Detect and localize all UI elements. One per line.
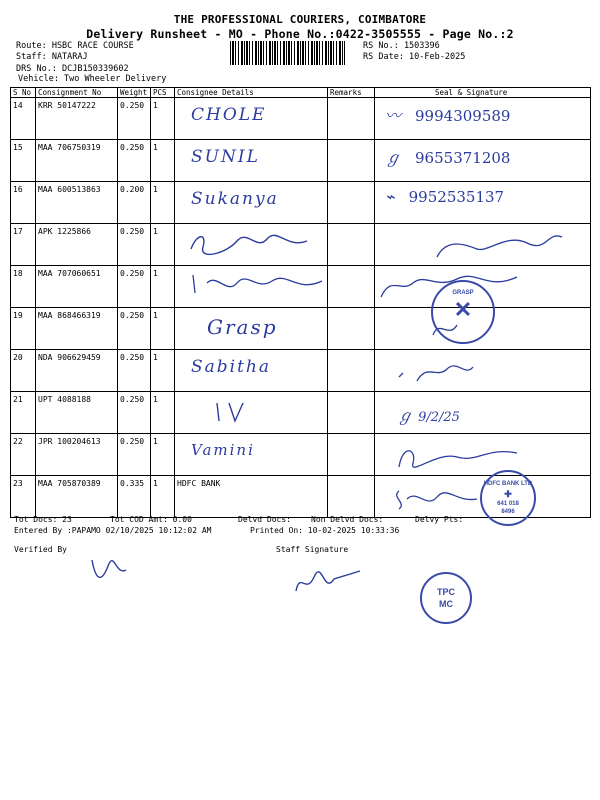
cell-weight: 0.200 bbox=[118, 182, 151, 224]
handwritten-name: Sabitha bbox=[191, 357, 272, 377]
cell-sno: 14 bbox=[11, 98, 36, 140]
col-consignment: Consignment No bbox=[36, 88, 118, 98]
cell-sno: 21 bbox=[11, 392, 36, 434]
cell-pcs: 1 bbox=[151, 350, 175, 392]
non-delivered-docs: Non Delvd Docs: bbox=[311, 515, 384, 524]
col-remarks: Remarks bbox=[328, 88, 375, 98]
cell-signature bbox=[375, 350, 591, 392]
cell-consignee bbox=[175, 434, 328, 476]
cell-pcs: 1 bbox=[151, 392, 175, 434]
handwritten-signature bbox=[377, 479, 497, 513]
table-row bbox=[11, 98, 591, 140]
grasp-stamp: GRASP ✕ bbox=[431, 280, 495, 344]
handwritten-signature: ⌁ 9952535137 bbox=[385, 187, 505, 206]
cell-signature bbox=[375, 98, 591, 140]
cell-consignment: MAA 868466319 bbox=[36, 308, 118, 350]
cell-weight: 0.250 bbox=[118, 98, 151, 140]
table-row bbox=[11, 308, 591, 350]
barcode bbox=[230, 41, 345, 65]
cell-pcs: 1 bbox=[151, 98, 175, 140]
verified-signature bbox=[86, 552, 136, 586]
cell-pcs: 1 bbox=[151, 224, 175, 266]
cell-weight: 0.250 bbox=[118, 224, 151, 266]
verified-by-label: Verified By bbox=[14, 545, 67, 554]
handwritten-signature bbox=[377, 353, 577, 387]
cell-pcs: 1 bbox=[151, 308, 175, 350]
handwritten-signature: 〰 9994309589 bbox=[385, 106, 511, 125]
runsheet-table bbox=[10, 87, 591, 518]
staff-signature bbox=[290, 565, 370, 605]
col-seal-signature: Seal & Signature bbox=[375, 88, 591, 98]
rs-date: RS Date: 10-Feb-2025 bbox=[363, 52, 466, 62]
total-docs: Tot Docs: 23 bbox=[14, 515, 72, 524]
cell-consignee bbox=[175, 266, 328, 308]
cell-sno: 19 bbox=[11, 308, 36, 350]
col-sno: S No bbox=[11, 88, 36, 98]
cell-sno: 20 bbox=[11, 350, 36, 392]
cell-remarks bbox=[328, 434, 375, 476]
cell-consignment: NDA 906629459 bbox=[36, 350, 118, 392]
cell-weight: 0.250 bbox=[118, 266, 151, 308]
total-cod: Tot COD Amt: 0.00 bbox=[110, 515, 192, 524]
cell-weight: 0.250 bbox=[118, 350, 151, 392]
handwritten-name: Sukanya bbox=[191, 189, 279, 209]
runsheet-title: Delivery Runsheet - MO - Phone No.:0422-3505555 - Page No.:2 bbox=[86, 27, 514, 41]
cell-pcs: 1 bbox=[151, 434, 175, 476]
table-row bbox=[11, 392, 591, 434]
handwritten-scribble bbox=[177, 269, 327, 299]
staff-signature-label: Staff Signature bbox=[276, 545, 349, 554]
cell-remarks bbox=[328, 140, 375, 182]
handwritten-scribble bbox=[177, 395, 297, 425]
cell-sno: 23 bbox=[11, 476, 36, 518]
col-pcs: PCS bbox=[151, 88, 175, 98]
cell-weight: 0.250 bbox=[118, 140, 151, 182]
cell-signature bbox=[375, 434, 591, 476]
handwritten-name: SUNIL bbox=[191, 147, 260, 167]
cell-sno: 16 bbox=[11, 182, 36, 224]
cell-signature bbox=[375, 392, 591, 434]
cell-pcs: 1 bbox=[151, 476, 175, 518]
cell-remarks bbox=[328, 350, 375, 392]
cell-remarks bbox=[328, 476, 375, 518]
cell-remarks bbox=[328, 98, 375, 140]
cell-consignee bbox=[175, 140, 328, 182]
cell-weight: 0.335 bbox=[118, 476, 151, 518]
table-row bbox=[11, 266, 591, 308]
table-row bbox=[11, 140, 591, 182]
cell-consignment: JPR 100204613 bbox=[36, 434, 118, 476]
cell-signature bbox=[375, 182, 591, 224]
cell-pcs: 1 bbox=[151, 266, 175, 308]
cell-consignment: APK 1225866 bbox=[36, 224, 118, 266]
handwritten-name: CHOLE bbox=[191, 105, 267, 125]
cell-consignee: HDFC BANK bbox=[175, 476, 328, 518]
tpc-stamp: TPC MC bbox=[420, 572, 472, 624]
cell-consignment: MAA 706750319 bbox=[36, 140, 118, 182]
cell-remarks bbox=[328, 182, 375, 224]
cell-remarks bbox=[328, 392, 375, 434]
cell-consignee bbox=[175, 182, 328, 224]
cell-sno: 22 bbox=[11, 434, 36, 476]
handwritten-scribble bbox=[177, 227, 317, 257]
cell-remarks bbox=[328, 266, 375, 308]
cell-consignee bbox=[175, 392, 328, 434]
cell-consignee bbox=[175, 98, 328, 140]
handwritten-signature bbox=[377, 437, 577, 471]
cell-pcs: 1 bbox=[151, 182, 175, 224]
hdfc-bank-stamp: HDFC BANK LTD ✚ 641 018 8496 bbox=[480, 470, 536, 526]
cell-sno: 17 bbox=[11, 224, 36, 266]
table-header-row bbox=[11, 88, 591, 98]
cell-weight: 0.250 bbox=[118, 434, 151, 476]
table-row bbox=[11, 350, 591, 392]
company-title: THE PROFESSIONAL COURIERS, COIMBATORE bbox=[173, 13, 427, 26]
handwritten-signature: ℊ 9655371208 bbox=[385, 148, 511, 167]
cell-consignee bbox=[175, 308, 328, 350]
col-consignee: Consignee Details bbox=[175, 88, 328, 98]
cell-consignment: MAA 707060651 bbox=[36, 266, 118, 308]
cell-consignee bbox=[175, 224, 328, 266]
col-weight: Weight bbox=[118, 88, 151, 98]
cell-signature bbox=[375, 140, 591, 182]
cell-consignment: MAA 705870389 bbox=[36, 476, 118, 518]
cell-remarks bbox=[328, 308, 375, 350]
drs-label: DRS No.: DCJB150339602 bbox=[16, 64, 129, 74]
vehicle-label: Vehicle: Two Wheeler Delivery bbox=[18, 74, 167, 84]
handwritten-signature bbox=[377, 227, 577, 261]
cell-weight: 0.250 bbox=[118, 392, 151, 434]
handwritten-signature: ℊ 9/2/25 bbox=[397, 406, 460, 425]
table-row bbox=[11, 182, 591, 224]
cell-remarks bbox=[328, 224, 375, 266]
cell-signature bbox=[375, 224, 591, 266]
cell-consignee bbox=[175, 350, 328, 392]
table-row bbox=[11, 224, 591, 266]
table-row bbox=[11, 434, 591, 476]
delivered-docs: Delvd Docs: bbox=[238, 515, 291, 524]
cell-consignment: UPT 4088188 bbox=[36, 392, 118, 434]
rs-number: RS No.: 1503396 bbox=[363, 41, 440, 51]
handwritten-name: Grasp bbox=[207, 315, 278, 339]
route-label: Route: HSBC RACE COURSE bbox=[16, 41, 134, 51]
cell-pcs: 1 bbox=[151, 140, 175, 182]
handwritten-name: Vamini bbox=[191, 441, 255, 459]
cell-sno: 18 bbox=[11, 266, 36, 308]
cell-consignment: KRR 50147222 bbox=[36, 98, 118, 140]
staff-label: Staff: NATARAJ bbox=[16, 52, 88, 62]
cell-weight: 0.250 bbox=[118, 308, 151, 350]
printed-on: Printed On: 10-02-2025 10:33:36 bbox=[250, 526, 400, 535]
delivery-points: Delvy Pts: bbox=[415, 515, 464, 524]
entered-by: Entered By :PAPAMO 02/10/2025 10:12:02 AM bbox=[14, 526, 212, 535]
cell-sno: 15 bbox=[11, 140, 36, 182]
cell-consignment: MAA 600513863 bbox=[36, 182, 118, 224]
